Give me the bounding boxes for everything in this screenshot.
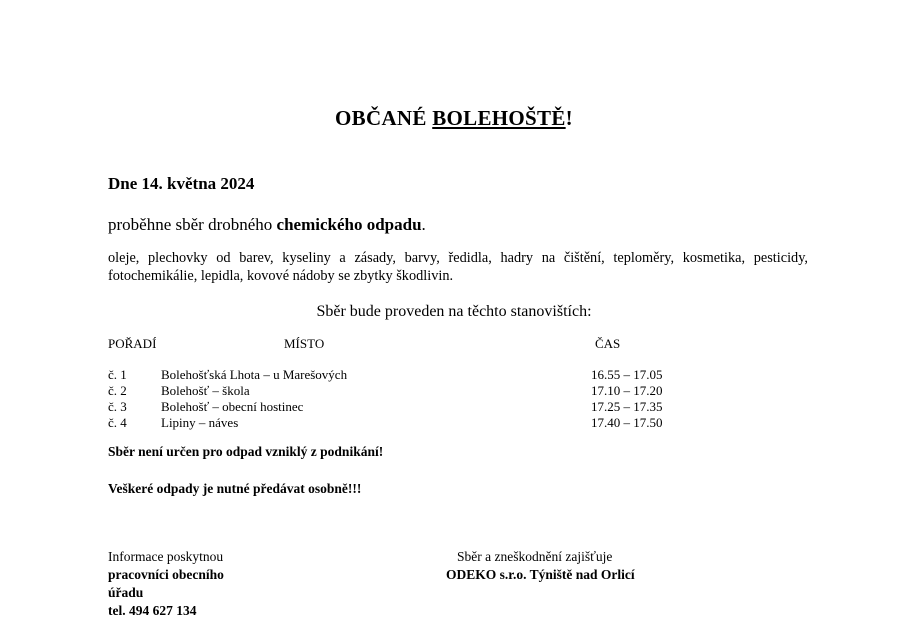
row-time: 17.25 – 17.35 bbox=[591, 399, 663, 414]
intro-bold: chemického odpadu bbox=[276, 215, 422, 234]
column-header-order: POŘADÍ bbox=[108, 336, 157, 351]
info-office-staff: pracovníci obecního bbox=[108, 567, 224, 582]
provider-label: Sběr a zneškodnění zajišťuje bbox=[457, 549, 613, 564]
row-place: Bolehošť – obecní hostinec bbox=[161, 399, 304, 414]
info-label: Informace poskytnou bbox=[108, 549, 224, 564]
title-place: BOLEHOŠTĚ bbox=[432, 106, 566, 130]
page-title bbox=[0, 106, 900, 131]
collection-date: Dne 14. května 2024 bbox=[108, 174, 255, 193]
row-time: 17.10 – 17.20 bbox=[591, 383, 663, 398]
column-header-place: MÍSTO bbox=[284, 336, 325, 351]
business-waste-warning: Sběr není určen pro odpad vzniklý z podnikání! bbox=[108, 444, 384, 459]
title-exclamation: ! bbox=[565, 106, 573, 130]
row-time: 16.55 – 17.05 bbox=[591, 367, 663, 382]
locations-intro: Sběr bude proveden na těchto stanovištích: bbox=[316, 303, 592, 320]
column-header-time: ČAS bbox=[595, 336, 621, 351]
intro-line bbox=[108, 215, 426, 235]
row-number: č. 1 bbox=[108, 367, 127, 382]
row-number: č. 4 bbox=[108, 415, 127, 430]
table-row bbox=[108, 367, 688, 383]
table-row bbox=[108, 415, 688, 431]
table-row bbox=[108, 399, 688, 415]
schedule-table bbox=[108, 367, 688, 431]
row-number: č. 3 bbox=[108, 399, 127, 414]
personal-delivery-warning: Veškeré odpady je nutné předávat osobně!!! bbox=[108, 481, 362, 496]
row-place: Lipiny – náves bbox=[161, 415, 239, 430]
contact-phone: tel. 494 627 134 bbox=[108, 603, 197, 618]
row-time: 17.40 – 17.50 bbox=[591, 415, 663, 430]
provider-name: ODEKO s.r.o. Týniště nad Orlicí bbox=[446, 567, 635, 582]
row-place: Bolehošťská Lhota – u Marešových bbox=[161, 367, 348, 382]
row-place: Bolehošť – škola bbox=[161, 383, 250, 398]
row-number: č. 2 bbox=[108, 383, 127, 398]
accepted-items-list: oleje, plechovky od barev, kyseliny a zásady, barvy, ředidla, hadry na čištění, teploměry, kosmetika, pesticidy, fotochemikálie, lepidla, kovové nádoby se zbytky škodlivin. bbox=[108, 250, 808, 284]
intro-prefix: proběhne sběr drobného bbox=[108, 215, 277, 234]
title-prefix: OBČANÉ bbox=[335, 106, 433, 130]
intro-suffix: . bbox=[421, 215, 426, 234]
info-office: úřadu bbox=[108, 585, 144, 600]
table-row bbox=[108, 383, 688, 399]
